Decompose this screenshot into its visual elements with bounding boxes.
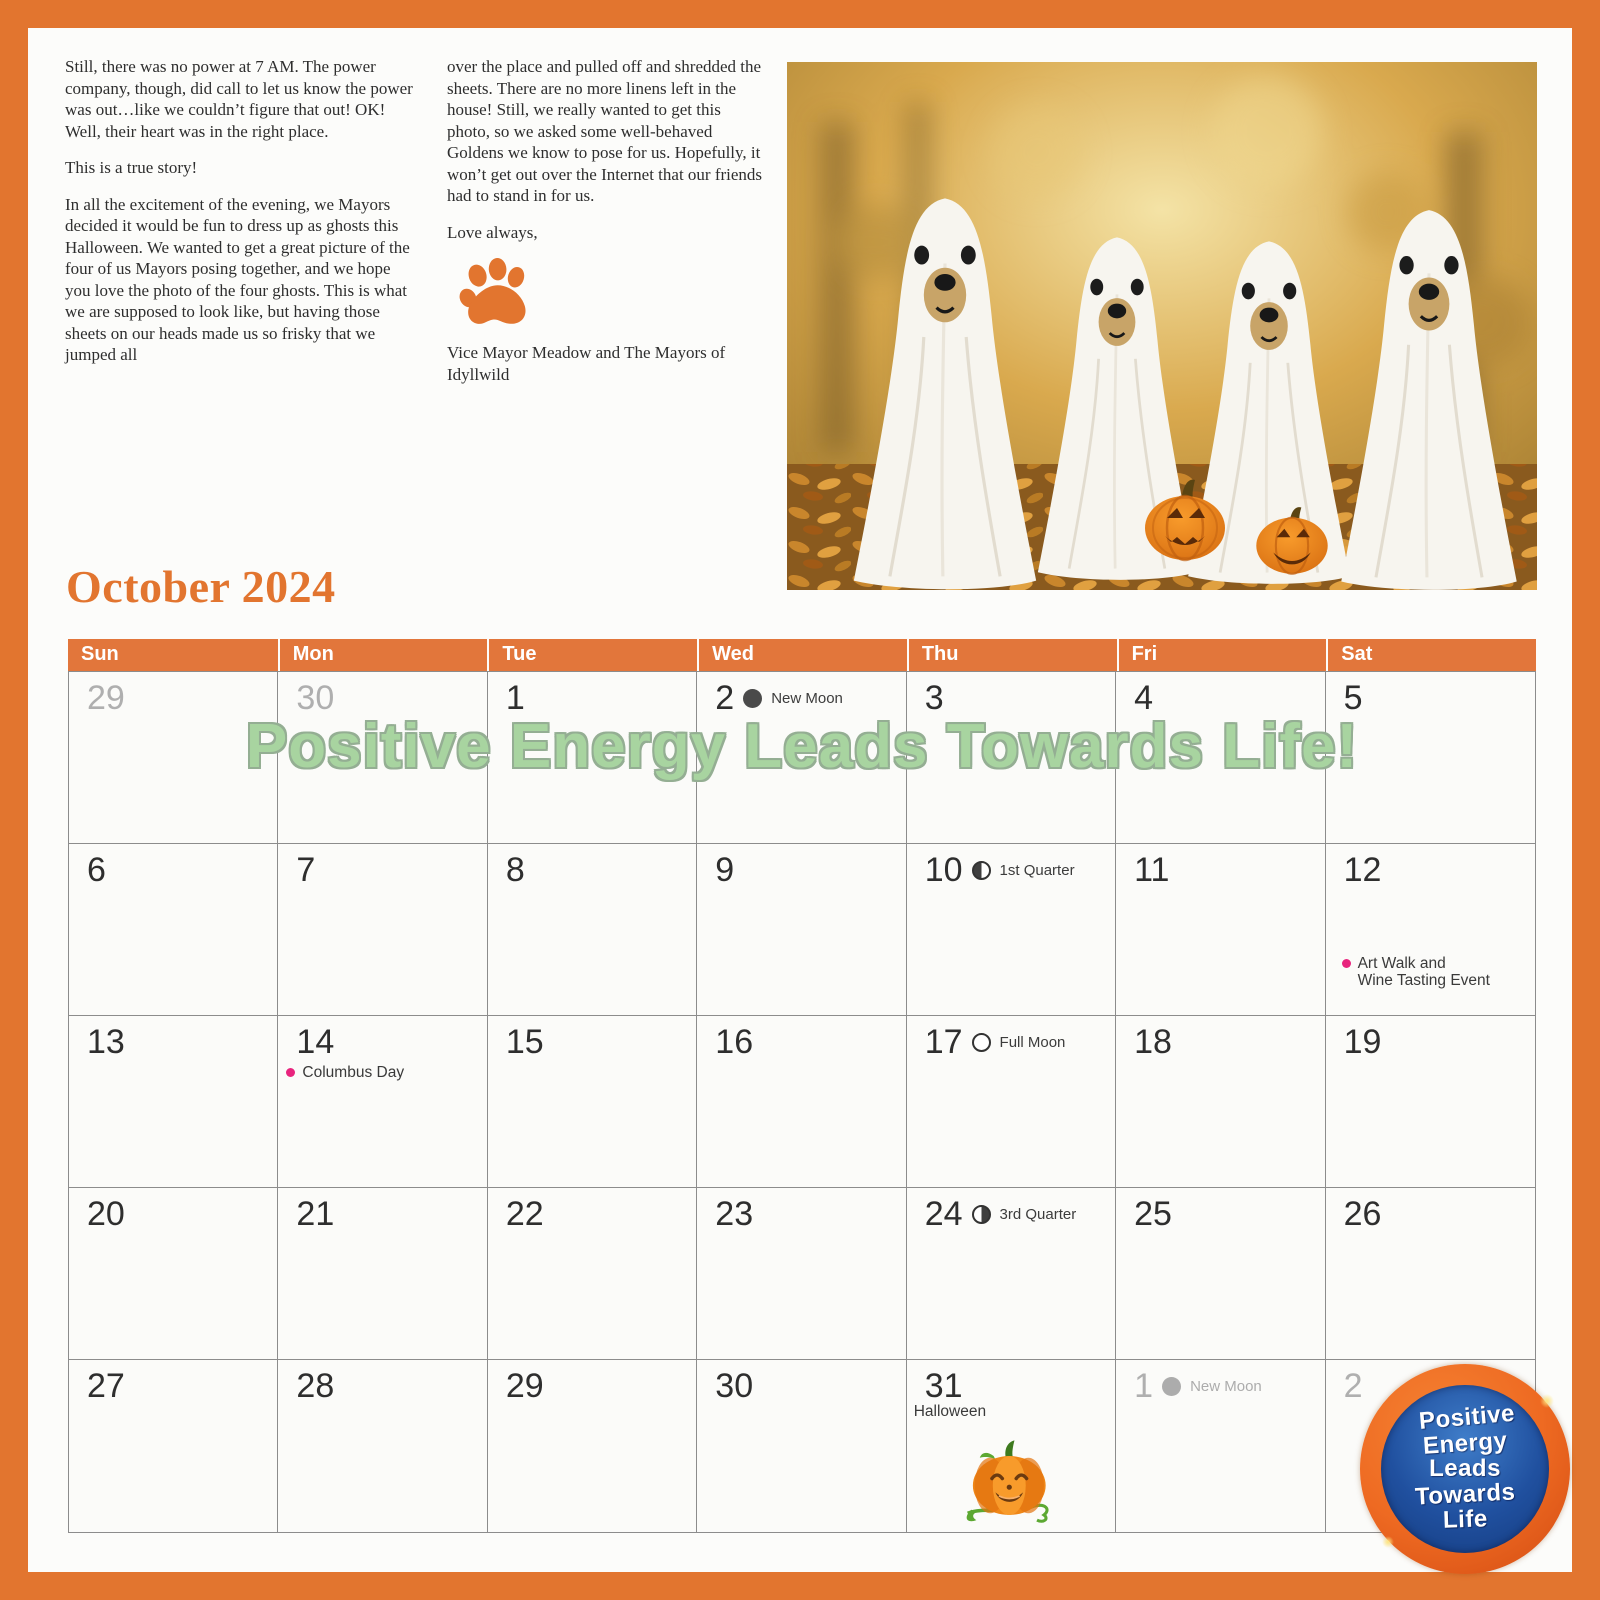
watermark-text: Positive Energy Leads Towards Life! bbox=[245, 712, 1359, 781]
day-cell-21 bbox=[278, 1188, 487, 1360]
day-number-row bbox=[1326, 1188, 1535, 1232]
day-cell-18 bbox=[1116, 1016, 1325, 1188]
day-number-row bbox=[697, 1360, 905, 1404]
story-column-1 bbox=[65, 56, 415, 381]
day-number: 26 bbox=[1343, 1195, 1382, 1233]
day-number: 13 bbox=[87, 1023, 125, 1061]
day-number: 31 bbox=[924, 1367, 963, 1405]
story-signature: Vice Mayor Meadow and The Mayors of Idyllwild bbox=[447, 343, 726, 384]
day-number-row bbox=[69, 1360, 277, 1404]
positive-energy-logo bbox=[1360, 1364, 1570, 1574]
day-number-row bbox=[907, 844, 1115, 888]
logo-text-line: Life bbox=[1442, 1505, 1488, 1535]
day-number: 24 bbox=[924, 1195, 963, 1233]
day-number-row bbox=[278, 844, 486, 888]
day-number: 18 bbox=[1134, 1023, 1172, 1061]
day-number: 29 bbox=[87, 679, 125, 717]
day-number-row bbox=[907, 672, 1115, 716]
story-signoff: Love always, bbox=[447, 222, 538, 242]
day-cell-8 bbox=[488, 844, 697, 1016]
day-number-row bbox=[278, 672, 486, 716]
day-number-row bbox=[278, 1016, 486, 1060]
event-text: Art Walk and Wine Tasting Event bbox=[1357, 955, 1490, 989]
new-moon-icon bbox=[743, 689, 762, 708]
day-cell-29 bbox=[488, 1360, 697, 1532]
day-number: 3 bbox=[924, 679, 944, 717]
day-number: 14 bbox=[296, 1023, 335, 1061]
day-number-row bbox=[1116, 1016, 1324, 1060]
day-number-row bbox=[697, 1188, 905, 1232]
day-number-row bbox=[697, 672, 905, 716]
day-cell-24 bbox=[907, 1188, 1116, 1360]
day-number-row bbox=[907, 1188, 1115, 1232]
day-number: 6 bbox=[87, 851, 106, 889]
day-cell-1 bbox=[488, 672, 697, 844]
day-cell-13 bbox=[69, 1016, 278, 1188]
day-cell-28 bbox=[278, 1360, 487, 1532]
moon-phase-label: Full Moon bbox=[999, 1033, 1066, 1051]
day-number: 1 bbox=[1134, 1367, 1154, 1405]
event-label bbox=[278, 1064, 486, 1081]
day-cell-16 bbox=[697, 1016, 906, 1188]
day-number-row bbox=[1116, 1360, 1324, 1404]
day-header-fri: Fri bbox=[1117, 639, 1327, 671]
day-number: 29 bbox=[505, 1367, 544, 1405]
moon-phase-label: New Moon bbox=[1190, 1377, 1262, 1395]
calendar bbox=[68, 639, 1536, 1533]
day-number: 2 bbox=[715, 679, 735, 717]
day-header-mon: Mon bbox=[278, 639, 488, 671]
logo-text-line: Leads bbox=[1429, 1455, 1501, 1483]
day-cell-15 bbox=[488, 1016, 697, 1188]
day-cell-1 bbox=[1116, 1360, 1325, 1532]
day-number-row bbox=[697, 1016, 905, 1060]
day-number: 20 bbox=[87, 1195, 125, 1233]
pumpkin-illustration bbox=[959, 1438, 1063, 1526]
day-header-sun: Sun bbox=[68, 639, 278, 671]
day-number: 27 bbox=[87, 1367, 125, 1405]
day-number: 15 bbox=[505, 1023, 544, 1061]
day-cell-9 bbox=[697, 844, 906, 1016]
day-number-row bbox=[488, 844, 696, 888]
day-cell-6 bbox=[69, 844, 278, 1016]
holiday-label: Halloween bbox=[913, 1403, 987, 1420]
day-number-row bbox=[488, 1360, 696, 1404]
day-cell-26 bbox=[1326, 1188, 1535, 1360]
story-paragraph: In all the excitement of the evening, we Mayors decided it would be fun to dress up as ghosts this Halloween. We wanted to get a great picture of the four of us Mayors posing together, and we hope you love the photo of the four ghosts. This is what we are supposed to look like, but having those sheets on our heads made us so frisky that we jumped all bbox=[65, 194, 410, 364]
day-cell-10 bbox=[907, 844, 1116, 1016]
moon-phase-label: 3rd Quarter bbox=[999, 1205, 1077, 1223]
day-cell-3 bbox=[907, 672, 1116, 844]
day-cell-5 bbox=[1326, 672, 1535, 844]
day-number: 17 bbox=[924, 1023, 963, 1061]
day-header-wed: Wed bbox=[697, 639, 907, 671]
day-number-row bbox=[907, 1360, 1115, 1404]
full-moon-icon bbox=[972, 1033, 991, 1052]
day-number-row bbox=[278, 1188, 486, 1232]
day-number-row bbox=[69, 1016, 277, 1060]
day-number: 9 bbox=[715, 851, 735, 889]
day-number: 21 bbox=[296, 1195, 335, 1233]
day-number: 16 bbox=[715, 1023, 754, 1061]
day-header-sat: Sat bbox=[1326, 639, 1536, 671]
story-paragraph: over the place and pulled off and shredded the sheets. There are no more linens left in the house! Still, we really wanted to get this photo, so we asked some well-behaved Goldens we know to pose for us. Hopefully, it won’t get out over the Internet that our friends had to stand in for us. bbox=[447, 57, 763, 205]
day-number: 30 bbox=[715, 1367, 754, 1405]
day-number-row bbox=[1116, 1188, 1324, 1232]
day-number: 23 bbox=[715, 1195, 754, 1233]
month-title: October 2024 bbox=[66, 561, 336, 612]
day-cell-29 bbox=[69, 672, 278, 844]
day-number-row bbox=[488, 1188, 696, 1232]
day-cell-14 bbox=[278, 1016, 487, 1188]
day-cell-31 bbox=[907, 1360, 1116, 1532]
day-cell-4 bbox=[1116, 672, 1325, 844]
story-paragraph: This is a true story! bbox=[65, 158, 198, 177]
day-cell-12 bbox=[1326, 844, 1535, 1016]
day-cell-20 bbox=[69, 1188, 278, 1360]
day-cell-17 bbox=[907, 1016, 1116, 1188]
day-number-row bbox=[1116, 844, 1324, 888]
day-number: 8 bbox=[505, 851, 525, 889]
day-number-row bbox=[488, 1016, 696, 1060]
moon-phase-label: New Moon bbox=[771, 689, 843, 707]
day-number: 30 bbox=[296, 679, 335, 717]
story-paragraph: Still, there was no power at 7 AM. The power company, though, did call to let us know the power was out…like we couldn’t figure that out! OK! Well, their heart was in the right place. bbox=[65, 57, 413, 141]
logo-inner-circle bbox=[1381, 1385, 1549, 1553]
day-cell-25 bbox=[1116, 1188, 1325, 1360]
day-number: 7 bbox=[296, 851, 316, 889]
event-bullet-icon bbox=[1342, 959, 1351, 968]
story-column-2 bbox=[447, 56, 767, 400]
day-number: 4 bbox=[1134, 679, 1154, 717]
day-header-thu: Thu bbox=[907, 639, 1117, 671]
day-of-week-header-row bbox=[68, 639, 1536, 671]
new-moon-icon bbox=[1162, 1377, 1181, 1396]
day-number-row bbox=[69, 672, 277, 716]
logo-text-line: Energy bbox=[1421, 1426, 1509, 1460]
day-number-row bbox=[907, 1016, 1115, 1060]
ghost-dogs-photo bbox=[787, 62, 1537, 590]
event-bullet-icon bbox=[286, 1068, 295, 1077]
day-number: 19 bbox=[1343, 1023, 1382, 1061]
day-cell-7 bbox=[278, 844, 487, 1016]
day-cell-23 bbox=[697, 1188, 906, 1360]
day-number-row bbox=[278, 1360, 486, 1404]
day-header-tue: Tue bbox=[487, 639, 697, 671]
day-number: 12 bbox=[1343, 851, 1382, 889]
day-number: 25 bbox=[1134, 1195, 1172, 1233]
event-text: Columbus Day bbox=[302, 1064, 405, 1081]
day-number: 11 bbox=[1134, 851, 1170, 889]
day-number-row bbox=[1326, 844, 1535, 888]
day-number: 22 bbox=[505, 1195, 544, 1233]
day-cell-30 bbox=[697, 1360, 906, 1532]
day-cell-19 bbox=[1326, 1016, 1535, 1188]
moon-phase-label: 1st Quarter bbox=[999, 861, 1075, 879]
day-number: 5 bbox=[1343, 679, 1363, 717]
day-number-row bbox=[488, 672, 696, 716]
calendar-grid bbox=[68, 671, 1536, 1533]
day-number: 28 bbox=[296, 1367, 335, 1405]
day-number-row bbox=[1326, 672, 1535, 716]
first-moon-icon bbox=[972, 861, 991, 880]
day-cell-2 bbox=[697, 672, 906, 844]
day-cell-11 bbox=[1116, 844, 1325, 1016]
paw-print-icon bbox=[455, 258, 537, 334]
day-number-row bbox=[697, 844, 905, 888]
day-cell-22 bbox=[488, 1188, 697, 1360]
day-number-row bbox=[1116, 672, 1324, 716]
day-cell-27 bbox=[69, 1360, 278, 1532]
day-number: 10 bbox=[924, 851, 963, 889]
logo-text-line: Towards bbox=[1414, 1478, 1516, 1511]
logo-text-line: Positive bbox=[1417, 1399, 1516, 1436]
third-moon-icon bbox=[972, 1205, 991, 1224]
day-number-row bbox=[69, 1188, 277, 1232]
event-label bbox=[1334, 955, 1490, 989]
day-number: 2 bbox=[1343, 1367, 1363, 1405]
day-number-row bbox=[69, 844, 277, 888]
day-cell-30 bbox=[278, 672, 487, 844]
day-number: 1 bbox=[505, 679, 525, 717]
day-number-row bbox=[1326, 1016, 1535, 1060]
